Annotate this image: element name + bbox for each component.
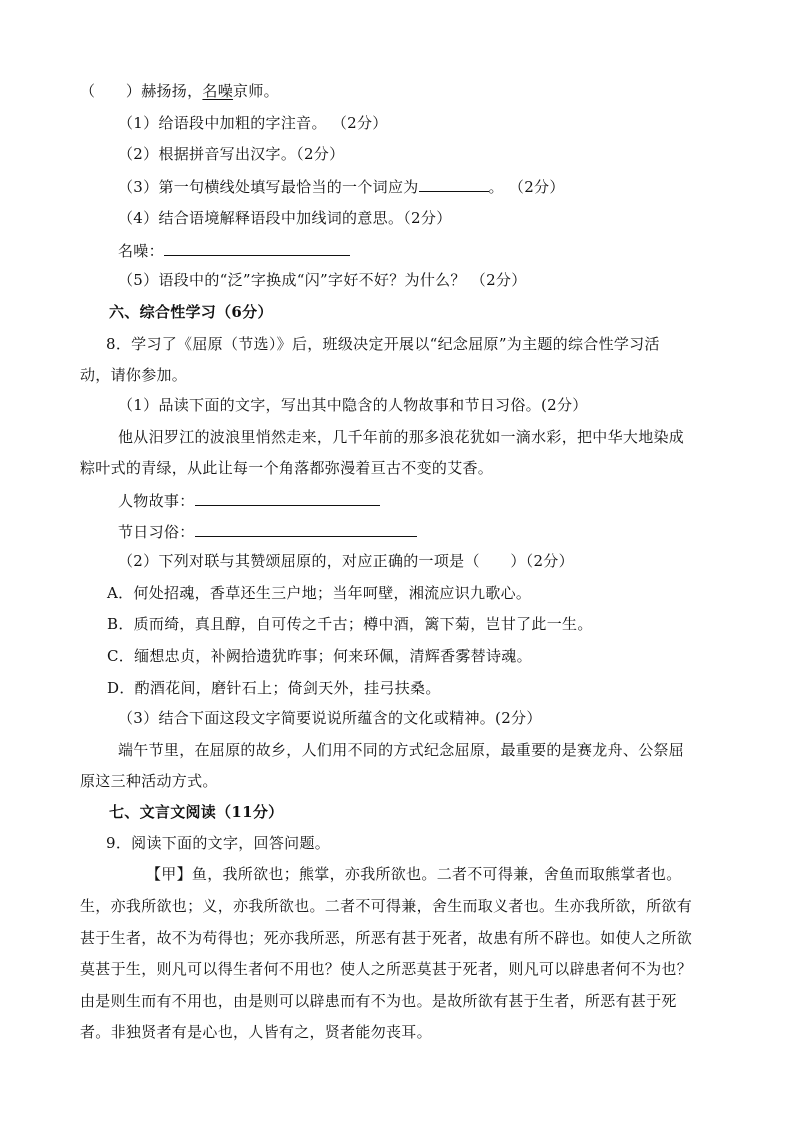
classical-text-line-4: 莫甚于生，则凡可以得生者何不用也？使人之所恶莫甚于死者，则凡可以辟患者何不为也？ [80, 960, 693, 978]
question-8-intro: 8．学习了《屈原（节选）》后，班级决定开展以“纪念屈原”为主题的综合性学习活 [106, 335, 660, 353]
reading-passage-2: 端午节里，在屈原的故乡，人们用不同的方式纪念屈原，最重要的是赛龙舟、公祭屈 [118, 741, 685, 759]
option-c[interactable]: C．缅想忠贞，补阙拾遗犹昨事；何来环佩，清辉香雾替诗魂。 [107, 647, 532, 665]
story-label: 人物故事： [118, 492, 195, 510]
passage-tail-line [80, 81, 279, 101]
custom-blank[interactable] [195, 521, 417, 537]
option-b[interactable]: B．质而绮，真且醇，自可传之千古；樽中酒，篱下菊，岂甘了此一生。 [107, 615, 593, 633]
custom-answer [118, 521, 417, 542]
passage-text-end: 京师。 [233, 82, 279, 100]
question-8-2: （2）下列对联与其赞颂屈原的，对应正确的一项是（ ）（2分） [118, 552, 574, 570]
question-1: （1）给语段中加粗的字注音。 （2分） [118, 114, 388, 132]
classical-text-line-5: 由是则生而有不用也，由是则可以辟患而有不为也。是故所欲有甚于生者，所恶有甚于死 [80, 992, 677, 1010]
classical-text-line-2: 生，亦我所欲也；义，亦我所欲也。二者不可得兼，舍生而取义者也。生亦我所欲，所欲有 [80, 897, 693, 915]
question-5: （5）语段中的“泛”字换成“闪”字好不好？为什么？ （2分） [118, 271, 527, 289]
question-2: （2）根据拼音写出汉字。（2分） [118, 145, 345, 163]
answer-blank-paren: （ ） [80, 82, 142, 100]
question-4-label: 名噪： [118, 242, 164, 260]
section-7-heading: 七、文言文阅读（11分） [109, 803, 284, 821]
classical-text-line-3: 甚于生者，故不为苟得也；死亦我所恶，所恶有甚于死者，故患有所不辟也。如使人之所欲 [80, 929, 693, 947]
question-4-blank[interactable] [164, 240, 350, 256]
question-4: （4）结合语境解释语段中加线词的意思。（2分） [118, 209, 452, 227]
question-3-text: （3）第一句横线处填写最恰当的一个词应为 [118, 178, 419, 196]
underlined-word: 名噪 [202, 82, 234, 100]
question-8-3: （3）结合下面这段文字简要说说所蕴含的文化或精神。(2分） [118, 709, 542, 727]
question-8-1: （1）品读下面的文字，写出其中隐含的人物故事和节日习俗。(2分） [118, 396, 588, 414]
story-blank[interactable] [195, 490, 380, 506]
question-9: 9．阅读下面的文字，回答问题。 [106, 834, 331, 852]
story-answer [118, 490, 380, 511]
option-d[interactable]: D．酌酒花间，磨针石上；倚剑天外，挂弓扶桑。 [107, 679, 441, 697]
option-a[interactable]: A．何处招魂，香草还生三户地；当年呵壁，湘流应识九歌心。 [107, 584, 532, 602]
question-3-score: 。 （2分） [488, 178, 565, 196]
reading-passage-1: 他从汨罗江的波浪里悄然走来，几千年前的那多浪花犹如一滴水彩，把中华大地染成 [118, 428, 685, 446]
question-3-blank[interactable] [419, 176, 489, 192]
custom-label: 节日习俗： [118, 523, 195, 541]
reading-passage-2-cont: 原这三种活动方式。 [80, 772, 218, 790]
section-6-heading: 六、综合性学习（6分） [109, 303, 273, 321]
classical-text-line-6: 者。非独贤者有是心也，人皆有之，贤者能勿丧耳。 [80, 1023, 432, 1041]
classical-text-line-1: 【甲】鱼，我所欲也；熊掌，亦我所欲也。二者不可得兼，舍鱼而取熊掌者也。 [146, 865, 682, 883]
question-4-answer [118, 240, 350, 261]
question-8-intro-cont: 动，请你参加。 [80, 366, 188, 384]
passage-text: 赫扬扬， [141, 82, 203, 100]
reading-passage-1-cont: 粽叶式的青绿，从此让每一个角落都弥漫着亘古不变的艾香。 [80, 459, 494, 477]
question-3 [118, 176, 565, 197]
